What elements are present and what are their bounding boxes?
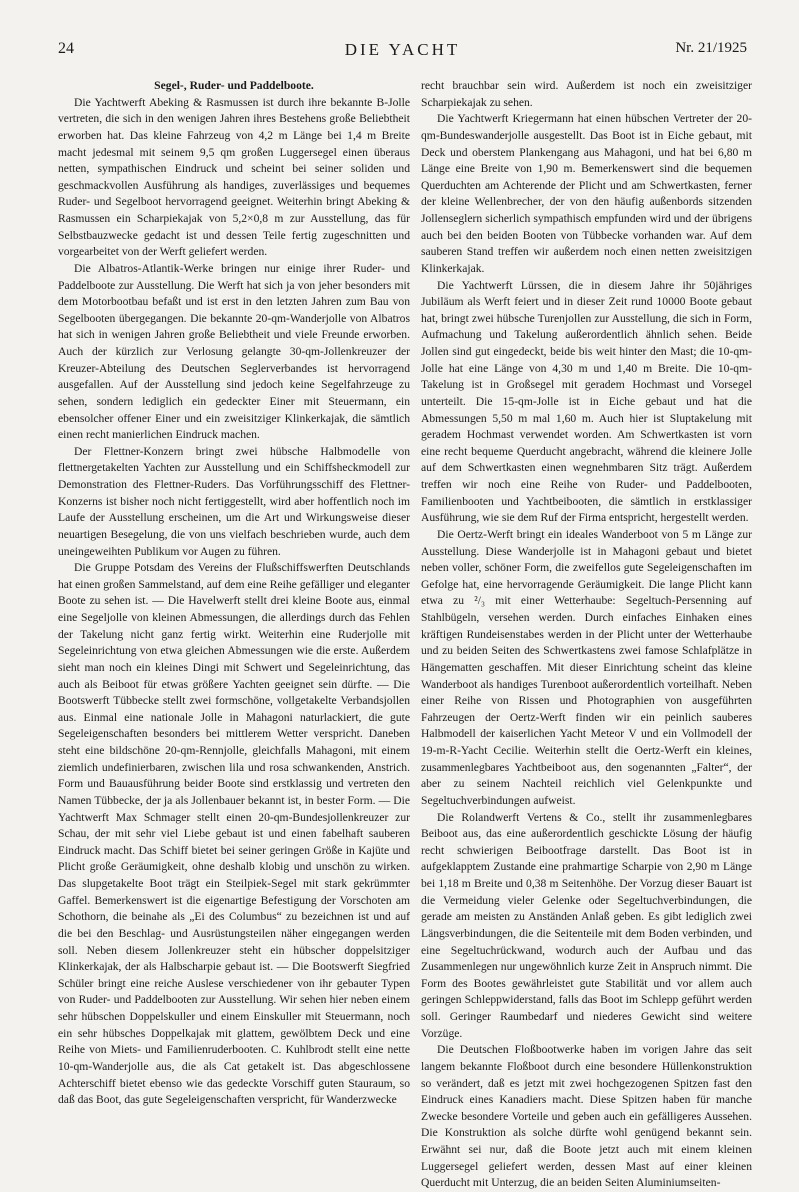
paragraph-rolandwerft: Die Rolandwerft Vertens & Co., stellt ihr zusammenlegbares Beiboot aus, das eine außerordentlich geschickte Lösung der häufig recht schwierigen Beibootfrage darstellt. Das Boot ist in aufgeklapptem Zustande eine prahmartige Scharpie von 2,90 m Länge bei 1,18 m Breite und 0,38 m Seitenhöhe. Der Vorzug dieser Bauart ist die Vermeidung vieler Gelenke oder Segeltuchverbindungen, die gerade am meisten zu Anständen Anlaß geben. Es gibt lediglich zwei Längsverbindungen, die die Seitenteile mit dem Boden verbinden, und eine Segeltuchrückwand, wodurch auch der Aufbau und das Zusammenlegen nur ungewöhnlich kurze Zeit in Anspruch nimmt. Die Form des Bootes gewährleistet gute Stabilität und vor allem auch geringen Schleppwiderstand, falls das Boot im Schlepp geführt werden soll. Geringer Raumbedarf und niederes Gewicht sind weitere Vorzüge. [421,810,752,1040]
section-heading: Segel-, Ruder- und Paddelboote. [154,79,314,92]
paragraph-luerssen: Die Yachtwerft Lürssen, die in diesem Jahre ihr 50jähriges Jubiläum als Werft feiert und in dieser Zeit rund 10000 Boote gebaut hat, bringt zwei hübsche Turenjollen zur Ausstellung, die sich in Form, Aufmachung und Takelung außerordentlich ähnlich sehen. Beide Jollen sind gut eingedeckt, beide bis weit hinter den Mast; die 10-qm-Jolle hat eine Länge von 4,30 m und 1,40 m Breite. Die 10-qm-Takelung ist in Großsegel mit geradem Hochmast und Vorsegel unterteilt. Die 15-qm-Jolle ist in Eiche gebaut und hat die Abmessungen 5,50 m mal 1,60 m. Auch hier ist Sluptakelung mit geradem Hochmast verwendet worden. Am Schwertkasten ist vorn eine recht bequeme Querducht angebracht, während die kleinere Jolle auf dem Schwertkasten einen wegnehmbaren Sitz trägt. Außerdem treffen wir noch eine Reihe von Ruder- und Paddelbooten, Familienbooten und Yachtbeibooten, die sämtlich in erstklassiger Ausführung, wie sie dem Ruf der Firma entspricht, hergestellt werden. [421,278,752,525]
issue-number: Nr. 21/1925 [675,40,747,56]
paragraph-continuation: recht brauchbar sein wird. Außerdem ist noch ein zweisitziger Scharpiekajak zu sehen. [421,79,752,109]
paragraph-kriegermann: Die Yachtwerft Kriegermann hat einen hübschen Vertreter der 20-qm-Bundeswanderjolle ausgestellt. Das Boot ist in Eiche gebaut, mit Deck und oberstem Plankengang aus Mahagoni, und hat bei 6,80 m Länge eine Breite von 1,90 m. Bemerkenswert sind die bequemen Querduchten am Achterende der Plicht und am Schwertkasten, ferner der kleine Wellenbrecher, der von den häufig außenbords sitzenden Jollenseglern sicherlich sympathisch empfunden wird und der übrigens auch bei den beiden Booten von Tübbecke vorhanden war. Auf dem sauberen Stand treffen wir außerdem noch einen netten zweisitzigen Klinkerkajak. [421,112,752,275]
paragraph-albatros: Die Albatros-Atlantik-Werke bringen nur einige ihrer Ruder- und Paddelboote zur Ausstellung. Die Werft hat sich ja von jeher besonders mit dem Motorbootbau befaßt und ist erst in den letzten Jahren zum Bau von Segelbooten übergegangen. Die bekannte 20-qm-Wanderjolle von Albatros hat sich in wenigen Jahren große Beliebtheit und viele Freunde erworben. Auch der kürzlich zur Verlosung gelangte 30-qm-Jollenkreuzer der Kreuzer-Abteilung des Deutschen Seglerverbandes ist hervorragend ausgefallen. Auf der Ausstellung sind jedoch keine Segelfahrzeuge zu sehen, sondern lediglich ein gedeckter Einer mit Steuermann, ein ebensolcher offener Einer und ein zweisitziger Klinkerkajak, die sämtlich einen recht manierlichen Eindruck machen. [58,261,410,442]
journal-title: DIE YACHT [344,40,461,59]
page-number: 24 [58,40,74,57]
paragraph-flossboot: Die Deutschen Floßbootwerke haben im vorigen Jahre das seit langem bekannte Floßboot durch eine besondere Hüllenkonstruktion so verändert, daß es jetzt mit zwei hochgezogenen Spitzen fast den Eindruck eines Kanadiers macht. Diese Spitzen haben für manche Zwecke besondere Vorteile und geben auch ein gefälligeres Aussehen. Die Konstruktion als solche dürfte wohl genügend bekannt sein. Erwähnt sei nur, daß die Boote jetzt auch mit einem kleinen Luggersegel geliefert werden, dessen Mast auf einer kleinen Querducht mit Unterzug, die an beiden Seiten Aluminiumseiten- [421,1043,752,1190]
right-column [421,78,752,1192]
running-header [58,40,747,62]
paragraph-flettner: Der Flettner-Konzern bringt zwei hübsche Halbmodelle von flettnergetakelten Yachten zur Ausstellung und ein Schiffsheckmodell zur Demonstration des Flettner-Ruders. Das Vorführungsschiff des Flettner-Konzerns ist bisher noch nicht fertiggestellt, wird aber hoffentlich noch im Laufe der Ausstellung erscheinen, um die Art und Wirkungsweise dieser neuartigen Besegelung, die von uns vielfach beschrieben wurde, auch dem uneingeweihten Publikum vor Augen zu führen. [58,444,410,558]
paragraph-oertz: Die Oertz-Werft bringt ein ideales Wanderboot von 5 m Länge zur Ausstellung. Diese Wanderjolle ist in Mahagoni gebaut und bietet neben voller, schöner Form, die zweifellos gute Segeleigenschaften im Gefolge hat, eine hervorragende Geräumigkeit. Die lange Plicht kann etwa zu ²/₃ mit einer Wetterhaube: Segeltuch-Persenning auf Stahlbügeln, versehen werden. Durch einfaches Einhaken eines kräftigen Rundeisenstabes werden in der Plicht unter der Wetterhaube und zu beiden Seiten des Schwertkastens zwei famose Schlafplätze in Hängematten geschaffen. Mit dieser Einrichtung scheint das kleine Wanderboot als handiges Turenboot außerordentlich vorteilhaft. Neben einer Reihe von Rissen und Photographien von ausgeführten Fahrzeugen der Oertz-Werft finden wir ein peinlich sauberes Halbmodell der kaiserlichen Yacht Meteor V und ein Vollmodell der 19-m-R-Yacht Cecilie. Weiterhin stellt die Oertz-Werft ein kleines, zusammenlegbares Yachtbeiboot aus, den sogenannten „Falter“, der aber zu seinem Nachteil reichlich viel Gelenkpunkte und Segeltuchverbindungen aufweist. [421,527,752,807]
paragraph-abeking: Die Yachtwerft Abeking & Rasmussen ist durch ihre bekannte B-Jolle vertreten, die sich in den wenigen Jahren ihres Bestehens große Beliebtheit erworben hat. Das kleine Fahrzeug von 4,2 m Länge bei 1,4 m Breite macht jedesmal mit seinem 9,5 qm großen Luggersegel einen überaus netten, sympathischen Eindruck und scheint bei seiner soliden und geschmackvollen Ausführung als handiges, zuverlässiges und bequemes Ruder- und Segelboot hervorragend geeignet. Weiterhin bringt Abeking & Rasmussen ein Scharpiekajak von 5,2×0,8 m zur Ausstellung, das für Selbstbauzwecke gedacht ist und dessen Teile fertig zugeschnitten und vorgearbeitet von der Werft geliefert werden. [58,95,410,259]
left-column [58,78,410,1109]
paragraph-gruppe-potsdam: Die Gruppe Potsdam des Vereins der Flußschiffswerften Deutschlands hat einen großen Sammelstand, auf dem eine Reihe gefälliger und eleganter Boote zu sehen ist. — Die Havelwerft stellt drei kleine Boote aus, einmal eine Segeljolle von kleinen Abmessungen, die allerdings durch das Fehlen der Takelung nicht ganz fertig wirkt. Weiterhin eine Ruderjolle mit Segeleinrichtung von etwa gleichen Abmessungen wie die erste. Außerdem sieht man noch ein kleines Dingi mit Schwert und Segeleinrichtung, das auch als Beiboot für etwas größere Yachten geeignet sein dürfte. — Die Bootswerft Tübbecke stellt zwei formschöne, vollgetakelte Verbandsjollen aus. Einmal eine nationale Jolle in Mahagoni naturlackiert, die gute Segeleigenschaften besonders bei mittlerem Wetter verspricht. Daneben steht eine bildschöne 20-qm-Rennjolle, gleichfalls Mahagoni, mit einem ziemlich undefinierbaren, zwischen lila und rosa schwankenden, Anstrich. Form und Bauausführung beider Boote sind erstklassig und vertreten den Namen Tübbecke, der ja als Jollenbauer bekannt ist, in bester Form. — Die Yachtwerft Max Schmager stellt einen 20-qm-Bundesjollenkreuzer zur Schau, der mit sehr viel Liebe gebaut ist und einen fabelhaft sauberen Eindruck macht. Das Schiff bietet bei seiner geringen Größe in Kajüte und Plicht große Geräumigkeit, ohne deshalb klobig und unschön zu wirken. Das slupgetakelte Boot trägt ein Steilpiek-Segel mit stark gekrümmter Gaffel. Bemerkenswert ist die eigenartige Befestigung der Vorschoten am Schothorn, die beinahe als „Ei des Columbus“ zu bezeichnen ist und auf die bei den Beschlag- und Ausrüstungsteilen näher eingegangen werden soll. Neben diesem Jollenkreuzer steht ein hübscher doppelsitziger Klinkerkajak, der als Halbscharpie gebaut ist. — Die Bootswerft Siegfried Schüler bringt eine reiche Auslese verschiedener von ihr gebauter Typen von Ruder- und Paddelbooten zur Ausstellung. Wir sehen hier neben einem sehr hübschen Doppelskuller und einem Einskuller mit Steuermann, noch ein sehr hübsches Doppelkajak mit glattem, gewölbtem Deck und eine Reihe von Miets- und Familienruderbooten. C. Kuhlbrodt stellt eine nette 10-qm-Wanderjolle aus, die als Cat getakelt ist. Das abgeschlossene Achterschiff bietet ebenso wie das gedeckte Vorschiff guten Stauraum, so daß das Boot, das gute Segeleigenschaften verspricht, für Wanderzwecke [58,561,410,1107]
